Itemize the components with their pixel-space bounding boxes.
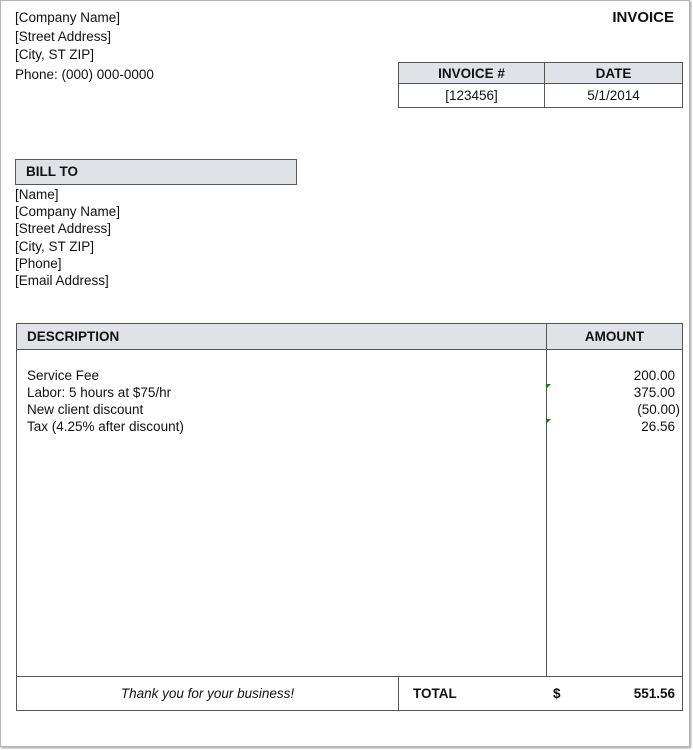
cell-error-indicator bbox=[546, 419, 551, 424]
line-items-table bbox=[16, 323, 683, 711]
column-divider bbox=[546, 324, 547, 677]
currency-symbol: $ bbox=[553, 686, 561, 701]
bill-to-street: [Street Address] bbox=[15, 221, 112, 236]
company-phone: Phone: (000) 000-0000 bbox=[15, 67, 154, 82]
total-amount: 551.56 bbox=[633, 686, 675, 701]
item-amount[interactable]: (50.00) bbox=[637, 402, 680, 417]
company-name: [Company Name] bbox=[15, 10, 121, 25]
item-amount[interactable]: 375.00 bbox=[633, 385, 675, 400]
date-value[interactable]: 5/1/2014 bbox=[587, 88, 640, 103]
total-label: TOTAL bbox=[413, 686, 457, 701]
item-description[interactable]: Service Fee bbox=[27, 368, 100, 383]
item-description[interactable]: Tax (4.25% after discount) bbox=[27, 419, 184, 434]
bill-to-email: [Email Address] bbox=[15, 273, 109, 288]
bill-to-company: [Company Name] bbox=[15, 204, 121, 219]
description-header: DESCRIPTION bbox=[27, 329, 120, 344]
bill-to-header: BILL TO bbox=[15, 159, 297, 185]
amount-header: AMOUNT bbox=[584, 329, 645, 344]
invoice-meta-table bbox=[398, 62, 683, 108]
date-header: DATE bbox=[545, 63, 682, 84]
bill-to-phone: [Phone] bbox=[15, 256, 62, 271]
company-city: [City, ST ZIP] bbox=[15, 47, 95, 62]
footer-column-divider bbox=[398, 677, 399, 710]
thank-you-note: Thank you for your business! bbox=[120, 686, 295, 701]
invoice-number-value[interactable]: [123456] bbox=[399, 84, 545, 107]
page-title: INVOICE bbox=[612, 9, 674, 26]
bill-to-city: [City, ST ZIP] bbox=[15, 239, 95, 254]
cell-error-indicator bbox=[546, 384, 551, 389]
item-description[interactable]: Labor: 5 hours at $75/hr bbox=[27, 385, 172, 400]
bill-to-name: [Name] bbox=[15, 187, 59, 202]
company-street: [Street Address] bbox=[15, 29, 112, 44]
item-description[interactable]: New client discount bbox=[27, 402, 144, 417]
item-amount[interactable]: 200.00 bbox=[633, 368, 675, 383]
invoice-number-header: INVOICE # bbox=[399, 63, 545, 84]
item-amount[interactable]: 26.56 bbox=[641, 419, 675, 434]
